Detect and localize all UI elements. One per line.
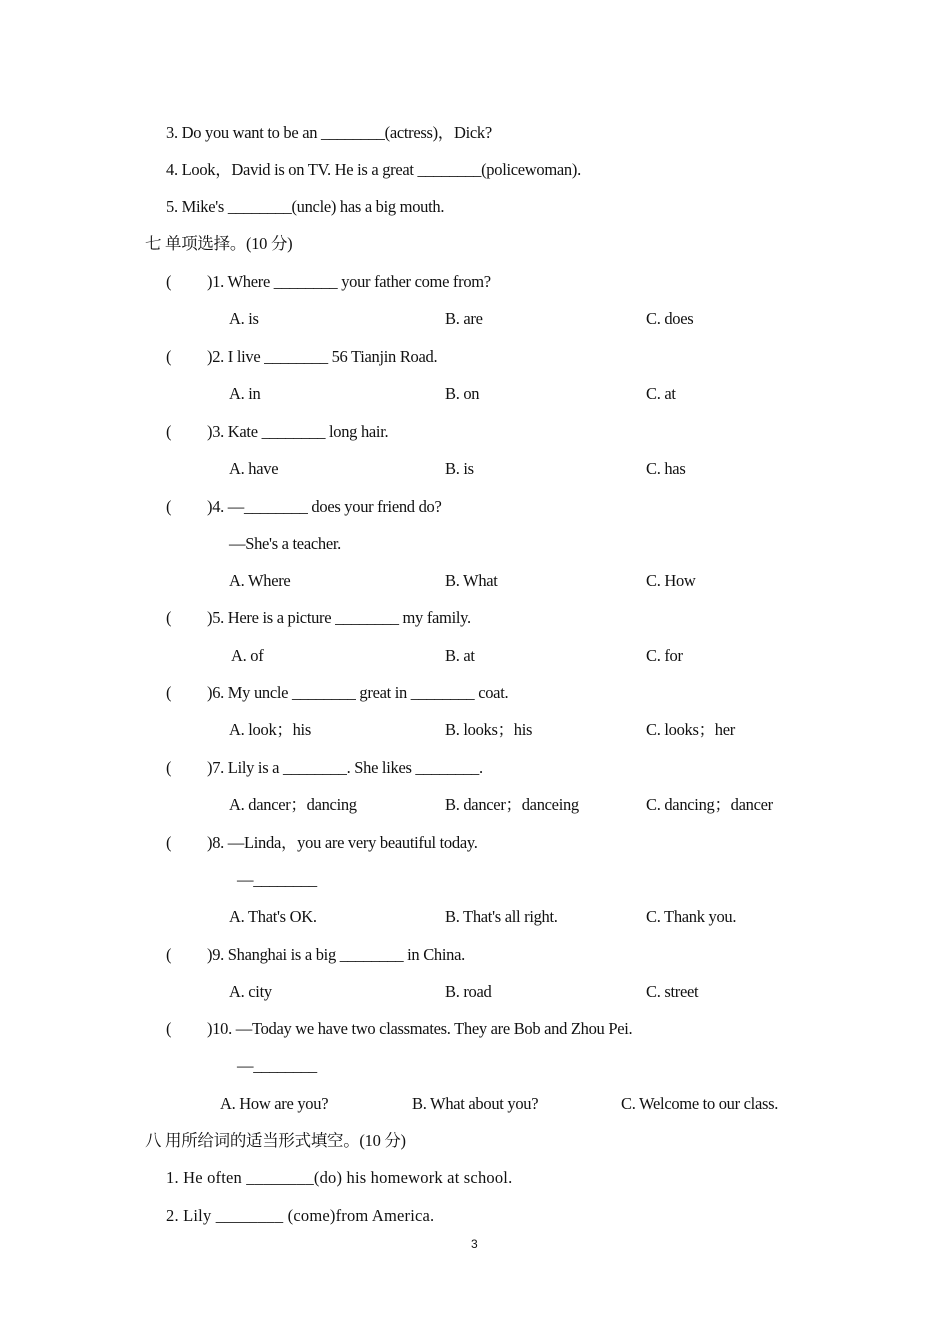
option-a: A. is — [229, 309, 259, 328]
question-stem-3: )3. Kate ________ long hair. — [207, 422, 389, 441]
question-stem-2: )2. I live ________ 56 Tianjin Road. — [207, 347, 438, 366]
question-stem-10: )10. —Today we have two classmates. They are Bob and Zhou Pei. — [207, 1019, 633, 1038]
option-c: C. has — [646, 459, 686, 478]
option-b: B. is — [445, 459, 474, 478]
option-b: B. What about you? — [412, 1094, 539, 1113]
dialogue-reply: —________ — [237, 870, 317, 889]
dialogue-reply: —She's a teacher. — [229, 534, 341, 553]
question-stem-5: )5. Here is a picture ________ my family. — [207, 608, 471, 627]
option-b: B. at — [445, 646, 475, 665]
option-c: C. dancing；dancer — [646, 795, 773, 814]
answer-paren: ( — [166, 683, 172, 702]
question-stem-4: )4. —________ does your friend do? — [207, 497, 442, 516]
page-number: 3 — [471, 1237, 478, 1251]
dialogue-reply: —________ — [237, 1056, 317, 1075]
option-b: B. are — [445, 309, 483, 328]
option-c: C. Welcome to our class. — [621, 1094, 779, 1113]
question-stem-7: )7. Lily is a ________. She likes ________. — [207, 758, 483, 777]
option-a: A. city — [229, 982, 272, 1001]
answer-paren: ( — [166, 422, 172, 441]
question-stem-9: )9. Shanghai is a big ________ in China. — [207, 945, 465, 964]
option-a: A. How are you? — [220, 1094, 329, 1113]
answer-paren: ( — [166, 272, 172, 291]
answer-paren: ( — [166, 608, 172, 627]
option-c: C. looks；her — [646, 720, 735, 739]
answer-paren: ( — [166, 758, 172, 777]
question-stem-1: )1. Where ________ your father come from? — [207, 272, 491, 291]
answer-paren: ( — [166, 497, 172, 516]
option-c: C. at — [646, 384, 676, 403]
option-b: B. dancer；danceing — [445, 795, 579, 814]
option-a: A. dancer；dancing — [229, 795, 357, 814]
question-stem-8: )8. —Linda，you are very beautiful today. — [207, 833, 478, 852]
answer-paren: ( — [166, 1019, 172, 1038]
answer-paren: ( — [166, 833, 172, 852]
option-c: C. street — [646, 982, 699, 1001]
option-c: C. does — [646, 309, 694, 328]
fill-item-3: 3. Do you want to be an ________(actress)，Dick? — [166, 123, 492, 142]
fill-item-5: 5. Mike's ________(uncle) has a big mouth. — [166, 197, 445, 216]
option-c: C. How — [646, 571, 696, 590]
option-a: A. of — [231, 646, 264, 665]
section-heading-8: 八 用所给词的适当形式填空。(10 分) — [145, 1131, 406, 1150]
option-a: A. look；his — [229, 720, 311, 739]
answer-paren: ( — [166, 945, 172, 964]
option-b: B. looks；his — [445, 720, 533, 739]
option-a: A. Where — [229, 571, 291, 590]
option-a: A. have — [229, 459, 279, 478]
fill-item-8-2: 2. Lily ________ (come)from America. — [166, 1206, 435, 1225]
fill-item-8-1: 1. He often ________(do) his homework at school. — [166, 1168, 513, 1187]
option-b: B. That's all right. — [445, 907, 558, 926]
fill-item-4: 4. Look，David is on TV. He is a great ________(policewoman). — [166, 160, 581, 179]
option-c: C. Thank you. — [646, 907, 737, 926]
question-stem-6: )6. My uncle ________ great in ________ coat. — [207, 683, 509, 702]
option-a: A. in — [229, 384, 261, 403]
option-b: B. on — [445, 384, 480, 403]
option-c: C. for — [646, 646, 683, 665]
section-heading-7: 七 单项选择。(10 分) — [145, 234, 293, 253]
option-a: A. That's OK. — [229, 907, 317, 926]
option-b: B. What — [445, 571, 498, 590]
answer-paren: ( — [166, 347, 172, 366]
option-b: B. road — [445, 982, 492, 1001]
